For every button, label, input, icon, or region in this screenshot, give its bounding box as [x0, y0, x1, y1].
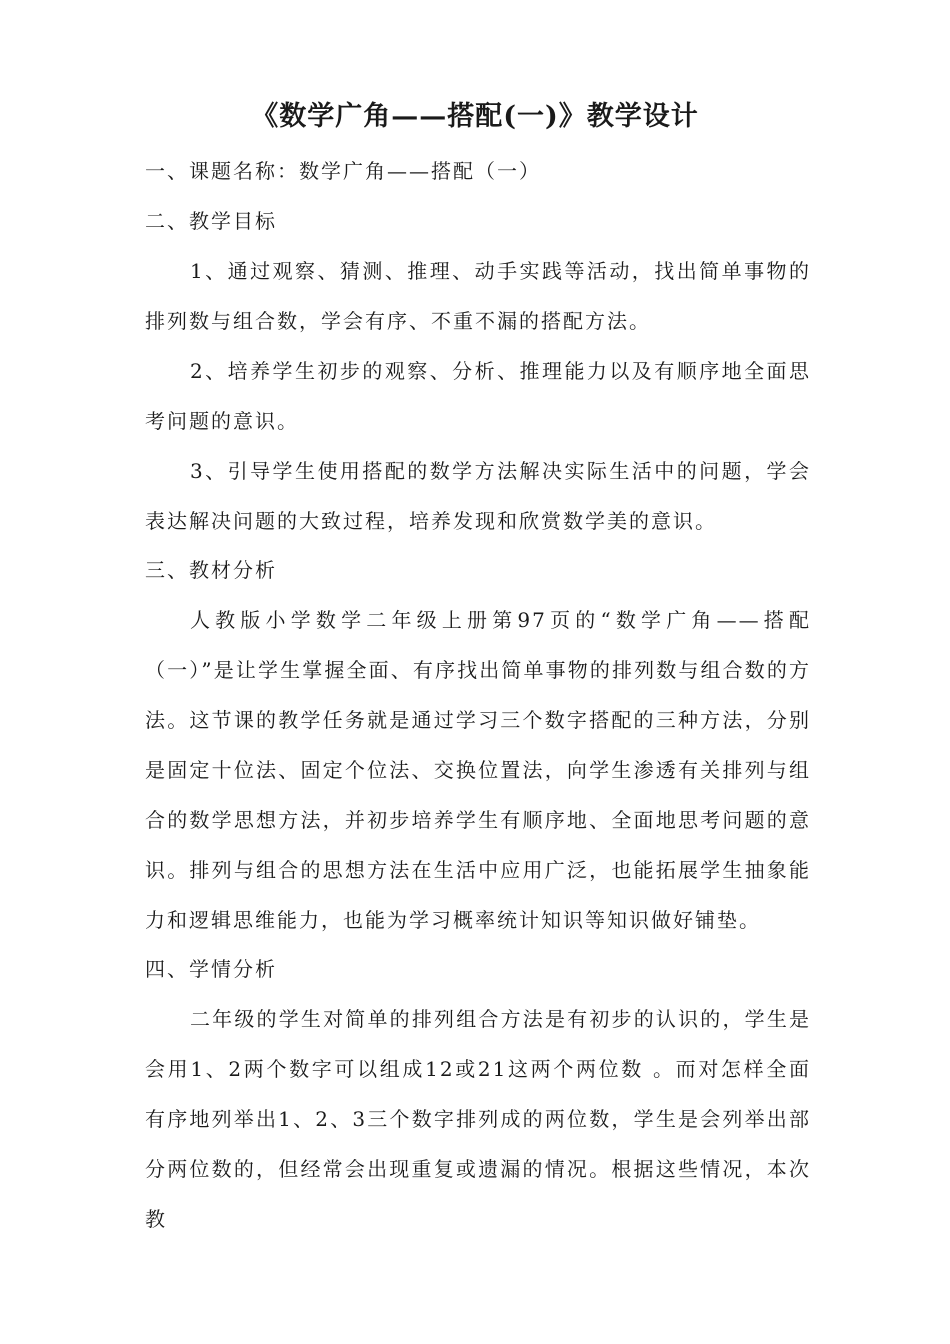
section-heading-topic: 一、课题名称：数学广角——搭配（一）	[145, 159, 541, 183]
document-title: 《数学广角——搭配(一)》教学设计	[251, 101, 699, 132]
goal-paragraph-3: 3、引导学生使用搭配的数学方法解决实际生活中的问题，学会表达解决问题的大致过程，培养发现和欣赏数学美的意识。	[145, 459, 811, 533]
material-analysis-paragraph: 人教版小学数学二年级上册第97页的“数学广角——搭配（一）”是让学生掌握全面、有序找出简单事物的排列数与组合数的方法。这节课的教学任务就是通过学习三个数字搭配的三种方法，分别是固定十位法、固定个位法、交换位置法，向学生渗透有关排列与组合的数学思想方法，并初步培养学生有顺序地、全面地思考问题的意识。排列与组合的思想方法在生活中应用广泛，也能拓展学生抽象能力和逻辑思维能力，也能为学习概率统计知识等知识做好铺垫。	[145, 608, 811, 932]
section-heading-learners: 四、学情分析	[145, 957, 277, 981]
section-heading-goals: 二、教学目标	[145, 209, 277, 233]
learner-analysis-paragraph: 二年级的学生对简单的排列组合方法是有初步的认识的，学生是会用1、2两个数字可以组成12或21这两个两位数 。而对怎样全面有序地列举出1、2、3三个数字排列成的两位数，学生是会列举出部分两位数的，但经常会出现重复或遗漏的情况。根据这些情况，本次教	[145, 1007, 811, 1231]
goal-paragraph-2: 2、培养学生初步的观察、分析、推理能力以及有顺序地全面思考问题的意识。	[145, 359, 811, 433]
section-heading-material: 三、教材分析	[145, 558, 277, 582]
goal-paragraph-1: 1、通过观察、猜测、推理、动手实践等活动，找出简单事物的排列数与组合数，学会有序、不重不漏的搭配方法。	[145, 259, 811, 333]
